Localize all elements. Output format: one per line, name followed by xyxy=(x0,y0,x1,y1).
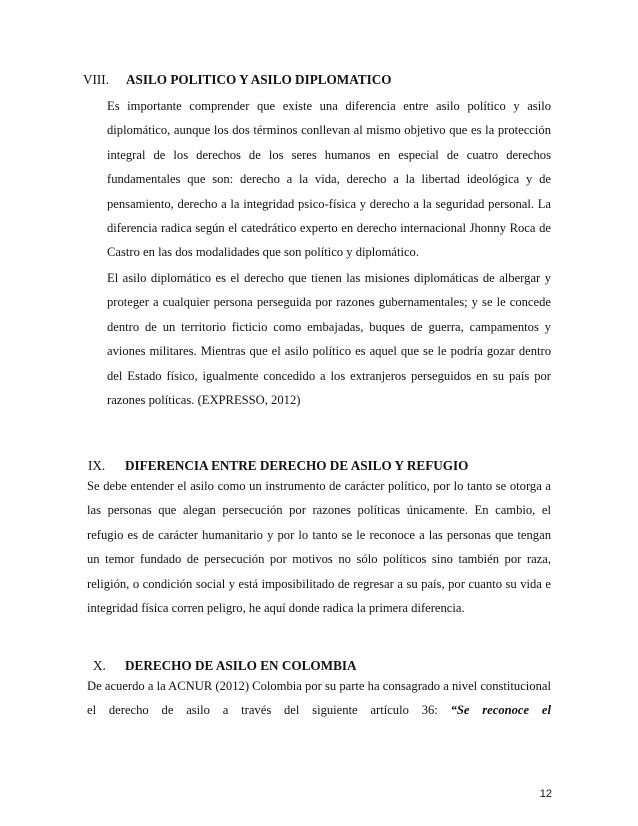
section-title: DIFERENCIA ENTRE DERECHO DE ASILO Y REFUGIO xyxy=(125,458,469,473)
section-heading-viii xyxy=(83,72,392,88)
paragraph-asilo-difference: Es importante comprender que existe una diferencia entre asilo político y asilo diplomático, aunque los dos términos conllevan al mismo objetivo que es la protección integral de los derechos de los seres humanos en especial de cuatro derechos fundamentales que son: derecho a la vida, derecho a la libertad ideológica y de pensamiento, derecho a la integridad psico-física y derecho a la seguridad personal. La diferencia radica según el catedrático experto en derecho internacional Jhonny Roca de Castro en las dos modalidades que son político y diplomático. xyxy=(107,99,551,260)
section-number: IX. xyxy=(88,458,106,473)
section-heading-x xyxy=(93,658,357,674)
paragraph-asilo-colombia xyxy=(87,674,551,723)
section-number: VIII. xyxy=(83,72,109,87)
paragraph-emphasis: “Se reconoce el xyxy=(450,703,551,718)
section-title: DERECHO DE ASILO EN COLOMBIA xyxy=(125,658,357,673)
section-number: X. xyxy=(93,658,106,673)
paragraph-asilo-diplomatico: El asilo diplomático es el derecho que tienen las misiones diplomáticas de albergar y proteger a cualquier persona perseguida por razones gubernamentales; y se le concede dentro de un territorio ficticio como embajadas, buques de guerra, campamentos y aviones militares. Mientras que el asilo político es aquel que se le podría gozar dentro del Estado físico, igualmente concedido a los extranjeros perseguidos en su país por razones políticas. (EXPRESSO, 2012) xyxy=(107,271,551,408)
paragraph-text: De acuerdo a la ACNUR (2012) Colombia por su parte ha consagrado a nivel constitucional el derecho de asilo a través del siguiente artículo 36: xyxy=(87,679,551,718)
section-title: ASILO POLITICO Y ASILO DIPLOMATICO xyxy=(126,72,392,87)
paragraph-asilo-refugio: Se debe entender el asilo como un instrumento de carácter político, por lo tanto se otorga a las personas que alegan persecución por razones políticas únicamente. En cambio, el refugio es de carácter humanitario y por lo tanto se le reconoce a las personas que tengan un temor fundado de persecución por motivos no sólo políticos sino también por raza, religión, o condición social y está imposibilitado de regresar a su país, por cuanto su vida e integridad física corren peligro, he aquí donde radica la primera diferencia. xyxy=(87,479,551,616)
section-heading-ix xyxy=(88,458,468,474)
page-number: 12 xyxy=(539,788,552,800)
